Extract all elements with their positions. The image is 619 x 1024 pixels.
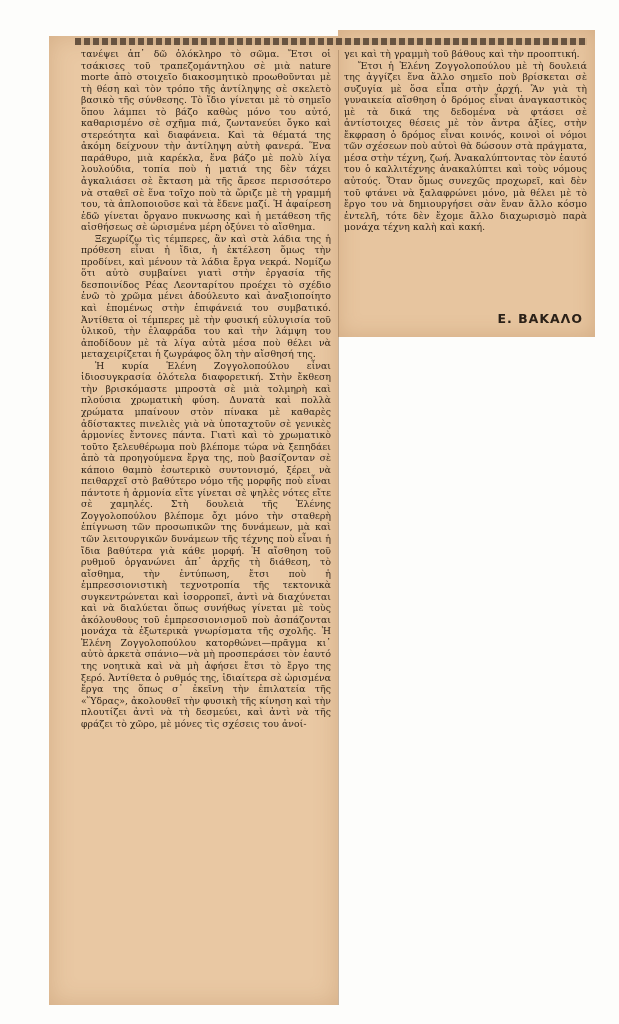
paragraph: Ξεχωρίζω τὶς τέμπερες, ἂν καὶ στὰ λάδια της ἡ πρόθεση εἶναι ἡ ἴδια, ἡ ἐκτέλεση ὅμως τὴν προδίνει, καὶ μένουν τὰ λάδια ἔργα νεκρά. Νομίζω ὅτι αὐτὸ συμβαίνει γιατὶ στὴν ἐργασία τῆς δεσποινίδος Ρέας Λεονταρίτου προέχει τὸ σχέδιο ἐνῶ τὸ χρῶμα μένει ἀδούλευτο καὶ ἀναξιοποίητο καὶ ἑπομένως στὴν ἐπιφάνειά του συμβατικό. Ἀντίθετα οἱ τέμπερες μὲ τὴν φυσική εὐλυγισία τοῦ ὑλικοῦ, τὴν ἐλαφράδα του καὶ τὴν λάμψη του ἀποδίδουν μὲ τὰ λίγα αὐτὰ μέσα ποὺ θέλει νὰ μεταχειρίζεται ἡ ζωγράφος ὅλη τὴν αἴσθησή της. [81, 233, 331, 361]
paragraph: γει καὶ τὴ γραμμὴ τοῦ βάθους καὶ τὴν προοπτική. [344, 49, 580, 60]
author-signature: Ε. ΒΑΚΑΛΟ [497, 311, 583, 326]
top-decorative-rule [75, 38, 587, 45]
paragraph: Ἔτσι ἡ Ἑλένη Ζογγολοπούλου μὲ τὴ δουλειά της ἀγγίζει ἕνα ἄλλο σημεῖο ποὺ βρίσκεται σὲ συζυγία μὲ ὅσα εἶπα στὴν ἀρχή. Ἂν γιὰ τὴ γυναικεία αἴσθηση ὁ δρόμος εἶναι ἀναγκαστικὸς μὲ τὰ δικά της δεδομένα νὰ φτάσει σὲ ἀντίστοιχες θέσεις μὲ τὸν ἄντρα ἀξίες, στὴν ἔκφραση ὁ δρόμος εἶναι κοινός, κοινοὶ οἱ νόμοι τῶν σχέσεων ποὺ αὐτοὶ θὰ δώσουν στὰ πράγματα, μέσα στὴν τέχνη, ζωή. Ἀνακαλύπτοντας τὸν ἑαυτό του ὁ καλλιτέχνης ἀνακαλύπτει καὶ τοὺς νόμους αὐτούς. Ὅταν ὅμως συνεχῶς προχωρεῖ, καὶ δὲν τοῦ φτάνει νὰ ξαλαφρώνει μόνο, μὰ θέλει μὲ τὸ ἔργο του νὰ δημιουργήσει σὰν ἕναν ἄλλο κόσμο ἐντελῆ, τότε δὲν ἔχομε ἄλλο διαχωρισμὸ παρὰ μονάχα τέχνη καλὴ καὶ κακή. [344, 60, 587, 234]
column-divider [338, 50, 339, 1005]
article-column-right [344, 49, 587, 234]
paragraph: Ἡ κυρία Ἑλένη Ζογγολοπούλου εἶναι ἰδιοσυγκρασία ὁλότελα διαφορετική. Στὴν ἔκθεση τὴν βρισκόμαστε μπροστὰ σὲ μιὰ τολμηρὴ καὶ πλούσια χρωματικὴ φύση. Δυνατὰ καὶ πολλὰ χρώματα μπαίνουν στὸν πίνακα μὲ καθαρὲς ἀδίστακτες πινελιὲς γιὰ νὰ ὑποταχτοῦν σὲ γενικὲς ἁρμονίες ἔντονες πάντα. Γιατὶ καὶ τὸ χρωματικὸ τοῦτο ξελευθέρωμα ποὺ βλέπομε τώρα νὰ ξεπηδάει ἀπὸ τὰ προηγούμενα ἔργα της, ποὺ βασίζονταν σὲ κάποιο θαμπὸ ἐσωτερικὸ συντονισμό, ξέρει νὰ πειθαρχεῖ στὸ βαθύτερο νόμο τῆς μορφῆς ποὺ εἶναι πάντοτε ἡ ἁρμονία εἴτε γίνεται σὲ ψηλὲς νότες εἴτε σὲ χαμηλές. Στὴ δουλειὰ τῆς Ἑλένης Ζογγολοπούλου βλέπομε ὄχι μόνο τὴν σταθερὴ ἐπίγνωση τῶν προσωπικῶν της δυνάμεων, μὰ καὶ τῶν λειτουργικῶν δυνάμεων τῆς τέχνης ποὺ εἶναι ἡ ἴδια βαθύτερα γιὰ κάθε μορφή. Ἡ αἴσθηση τοῦ ρυθμοῦ ὀργανώνει ἀπ᾽ ἀρχῆς τὴ διάθεση, τὸ αἴσθημα, τὴν ἐντύπωση, ἔτσι ποὺ ἡ ἐμπρεσσιονιστικὴ τεχνοτροπία τῆς τεκτονικὰ συγκεντρώνεται καὶ ἰσορροπεῖ, ἀντὶ νὰ διαχύνεται καὶ νὰ διαλύεται ὅπως συνήθως γίνεται μὲ τοὺς ἀκόλουθους τοῦ ἐμπρεσσιονισμοῦ ποὺ ἀσπάζονται μονάχα τὰ ἐξωτερικὰ γνωρίσματα τῆς σχολῆς. Ἡ Ἑλένη Ζογγολοπούλου κατορθώνει—πρᾶγμα κι᾽ αὐτὸ ἀρκετὰ σπάνιο—νὰ μὴ προσπεράσει τὸν ἑαυτό της νοητικὰ καὶ νὰ μὴ ἀφήσει ἔτσι τὸ ἔργο της ξερό. Ἀντίθετα ὁ ρυθμός της, ἰδιαίτερα σὲ ὡρισμένα ἔργα της ὅπως σ᾽ ἐκεῖνη τὴν ἐπιλατεία τῆς «Ὕδρας», ἀκολουθεῖ τὴν φυσικὴ τῆς κίνηση καὶ τὴν πλουτίζει ἀντὶ νὰ τὴ δεσμεύει, καὶ ἀντὶ νὰ τῆς φράζει τὸ χῶρο, μὲ μόνες τὶς σχέσεις του ἀνοί- [81, 360, 331, 730]
article-column-left [81, 49, 331, 730]
newspaper-clipping [49, 30, 595, 1005]
paragraph: τανέψει ἀπ᾽ δῶ ὁλόκληρο τὸ σῶμα. Ἔτσι οἱ τσάκισες τοῦ τραπεζομάντηλου σὲ μιὰ nature morte ἀπὸ στοιχεῖο διακοσμητικὸ προωθοῦνται μὲ τὴ θέση καὶ τὸν τρόπο τῆς ἀντίληψης σὲ σκελετὸ βασικὸ τῆς σύνθεσης. Τὸ ἴδιο γίνεται μὲ τὸ σημεῖο ὅπου λάμπει τὸ βάζο καθὼς μόνο του αὐτό, καθαρισμένο σὲ σχῆμα πιά, ζωντανεύει ὄγκο καὶ στερεότητα καὶ διαφάνεια. Καὶ τὰ θέματά της ἀκόμη δείχνουν τὴν ἀντίληψη αὐτὴ φανερά. Ἕνα παράθυρο, μιὰ καρέκλα, ἕνα βάζο μὲ πολὺ λίγα λουλούδια, τοπία ποὺ ἡ ματιά της δὲν τάχει ἀγκαλιάσει σὲ ἔκταση μὰ τῆς ἄρεσε περισσότερο νὰ σταθεῖ σὲ ἕνα τοῖχο ποὺ τὰ ὥριζε μὲ τὴ γραμμή του, τὰ ἀπλοποιοῦσε καὶ τὰ ἔδενε μαζί. Ἡ ἀφαίρεση ἐδῶ γίνεται ὄργανο πυκνωσης καὶ ἡ μετάθεση τῆς αἰσθήσεως σὲ ὡρισμένα μέρη ὀξύνει τὸ αἴσθημα. [81, 49, 331, 234]
